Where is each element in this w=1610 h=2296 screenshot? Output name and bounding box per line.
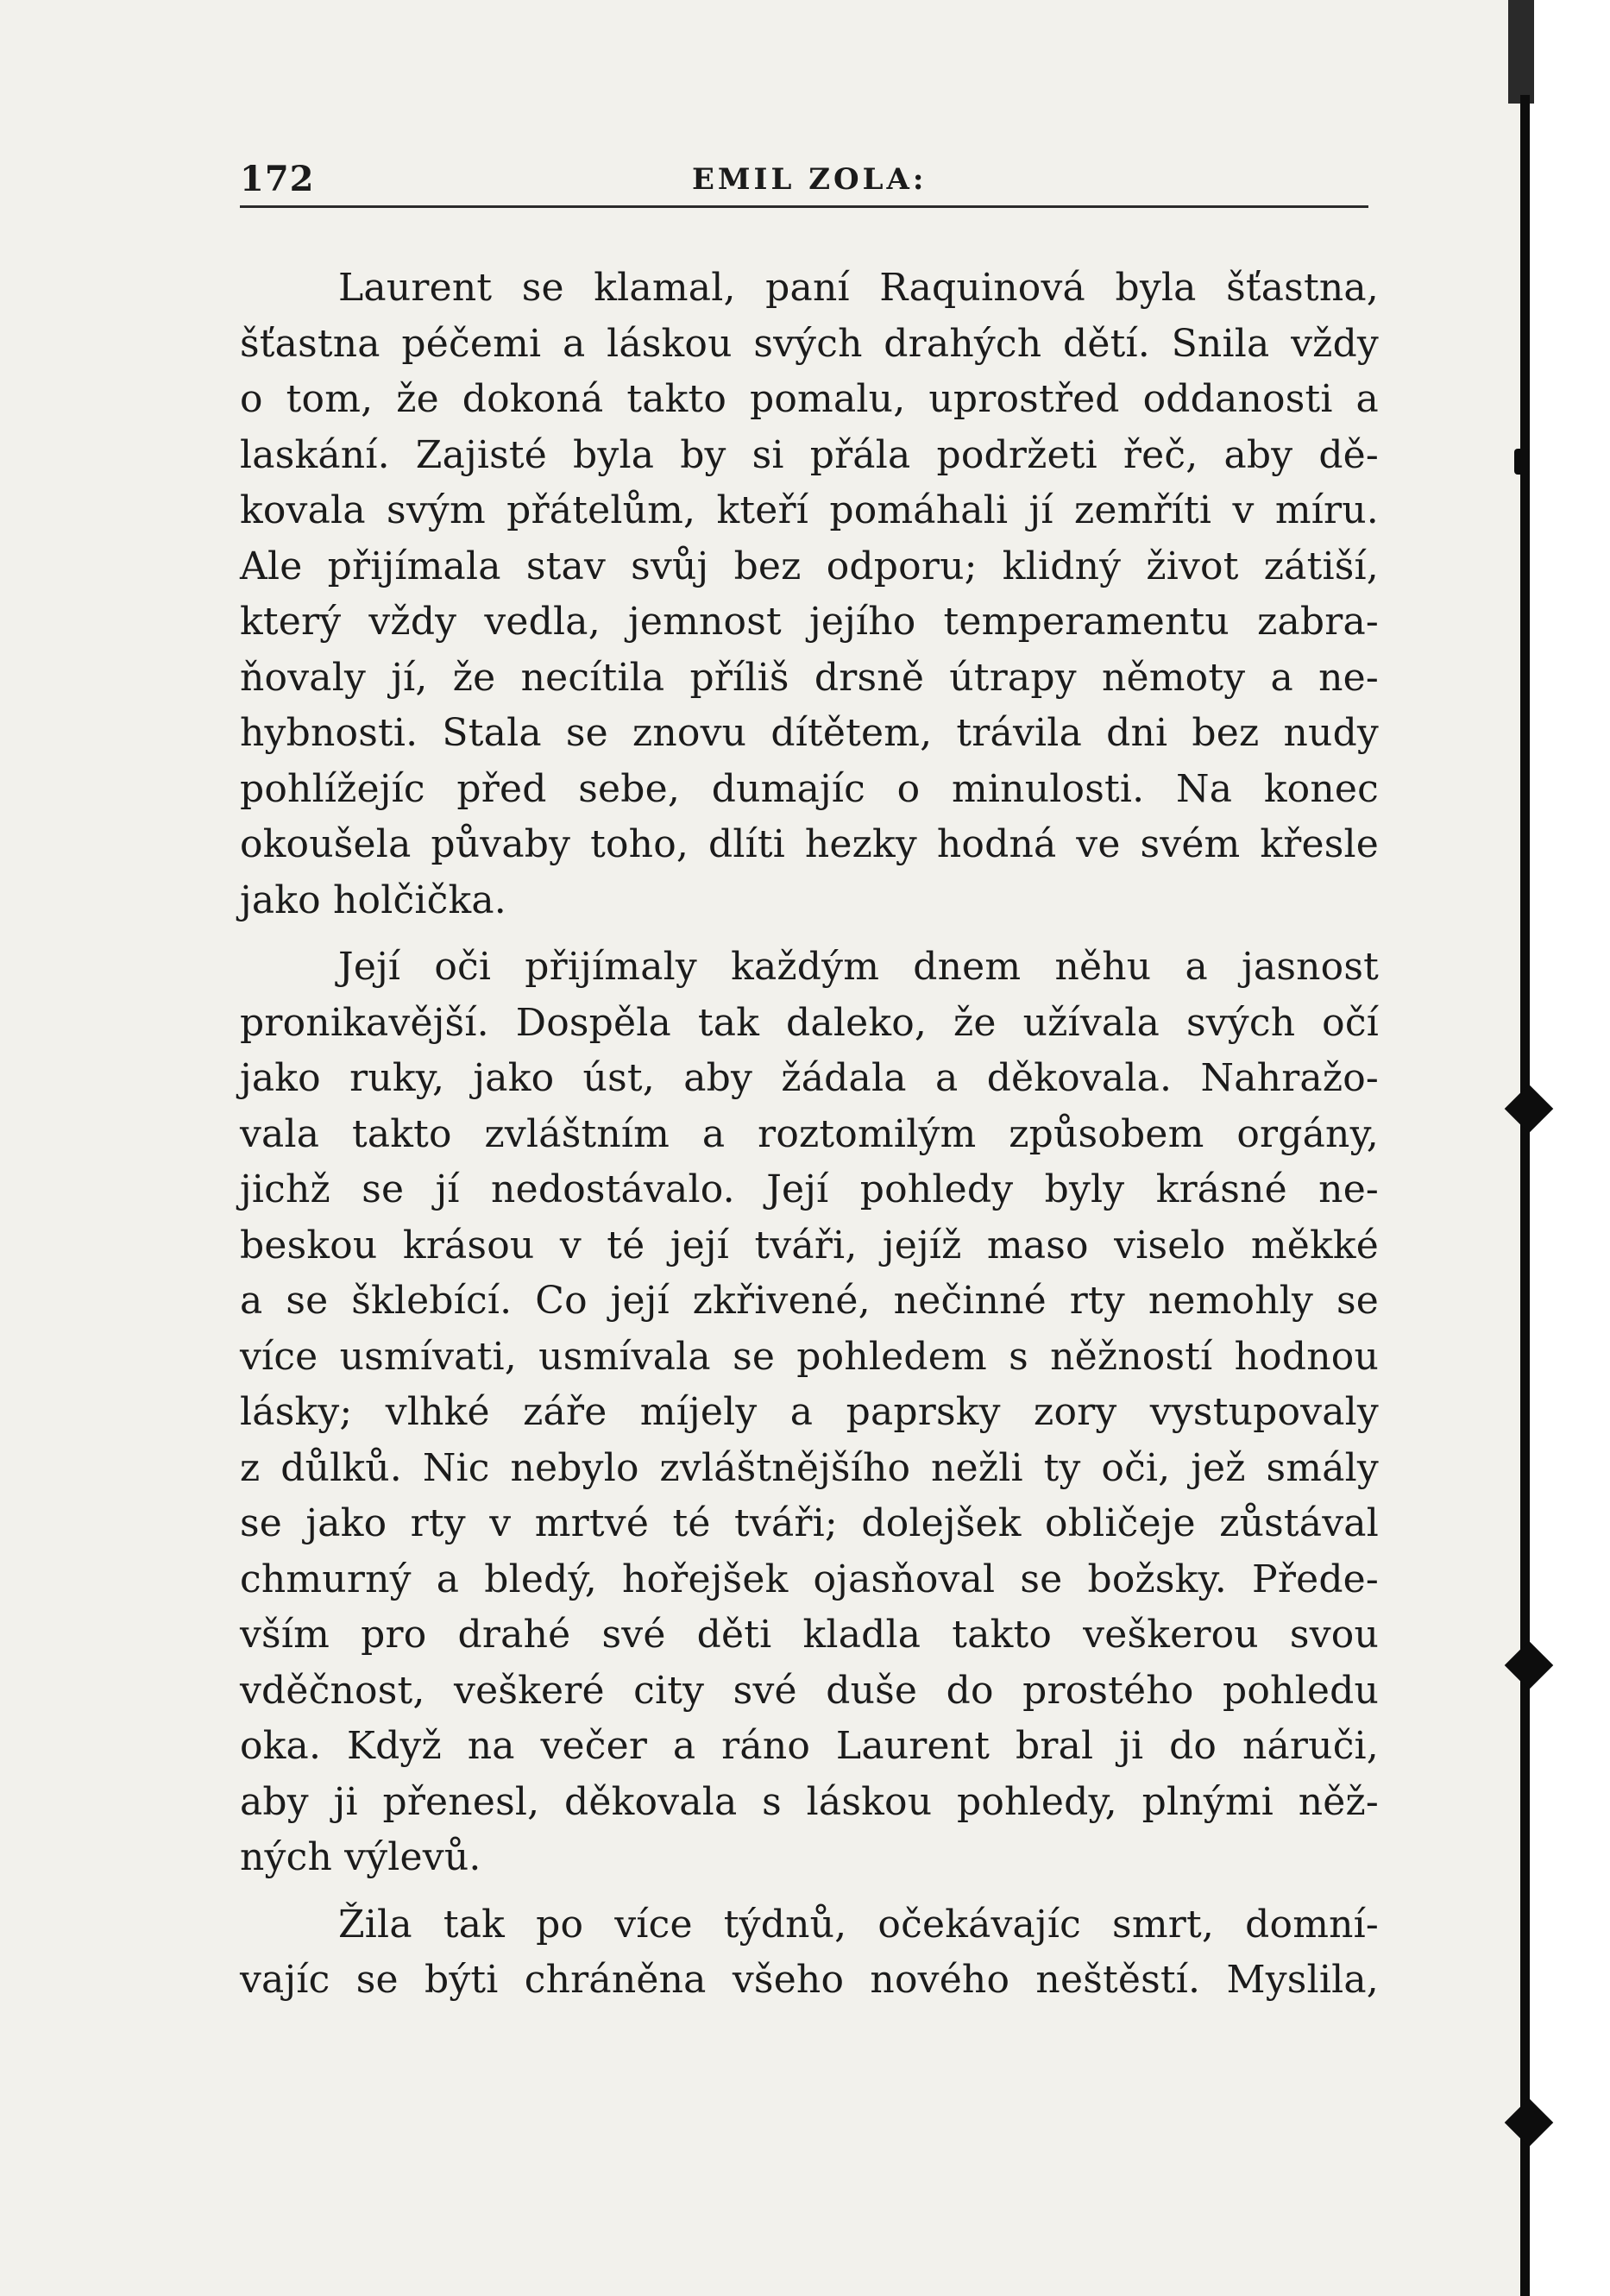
binding-mark <box>1514 449 1530 475</box>
text-line: který vždy vedla, jemnost jejího temperamentu zabra- <box>240 600 1379 644</box>
body-text <box>240 261 1379 2009</box>
running-title: EMIL ZOLA: <box>692 162 928 197</box>
text-line: šťastna péčemi a láskou svých drahých dětí. Snila vždy <box>240 321 1379 366</box>
text-line: vajíc se býti chráněna všeho nového neštěstí. Myslila, <box>240 1958 1379 2002</box>
running-header <box>240 155 1368 208</box>
paragraph-gap <box>240 1886 1379 1897</box>
text-line: a se šklebící. Co její zkřivené, nečinné rty nemohly se <box>240 1279 1379 1323</box>
text-line: ňovaly jí, že necítila příliš drsně útrapy němoty a ne- <box>240 655 1379 700</box>
paragraph <box>240 940 1379 1886</box>
paragraph-gap <box>240 928 1379 940</box>
text-line: Laurent se klamal, paní Raquinová byla šťastna, <box>338 266 1379 310</box>
text-line: se jako rty v mrtvé té tváři; dolejšek obličeje zůstával <box>240 1501 1379 1545</box>
text-line: vším pro drahé své děti kladla takto veškerou svou <box>240 1613 1379 1657</box>
page-binding-margin <box>1520 0 1610 2296</box>
text-line: pronikavější. Dospěla tak daleko, že užívala svých očí <box>240 1000 1379 1045</box>
text-line: více usmívati, usmívala se pohledem s něžností hodnou <box>240 1334 1379 1379</box>
text-line: beskou krásou v té její tváři, jejíž maso viselo měkké <box>240 1223 1379 1268</box>
text-line: Ale přijímala stav svůj bez odporu; klidný život zátiší, <box>240 544 1379 588</box>
text-line: chmurný a bledý, hořejšek ojasňoval se božsky. Přede- <box>240 1557 1379 1601</box>
binding-edge-line <box>1520 95 1530 2296</box>
text-line: vděčnost, veškeré city své duše do prostého pohledu <box>240 1668 1379 1713</box>
text-line: kovala svým přátelům, kteří pomáhali jí zemříti v míru. <box>240 488 1379 532</box>
text-line: jako holčička. <box>240 878 506 922</box>
text-line: vala takto zvláštním a roztomilým způsobem orgány, <box>240 1111 1379 1156</box>
text-line: jako ruky, jako úst, aby žádala a děkovala. Nahražo- <box>240 1056 1379 1100</box>
paragraph <box>240 261 1379 928</box>
text-line: ných výlevů. <box>240 1835 481 1879</box>
text-line: okoušela půvaby toho, dlíti hezky hodná ve svém křesle <box>240 822 1379 866</box>
text-line: jichž se jí nedostávalo. Její pohledy byly krásné ne- <box>240 1167 1379 1211</box>
text-line: aby ji přenesl, děkovala s láskou pohledy, plnými něž- <box>240 1779 1379 1824</box>
binding-shadow <box>1508 0 1534 104</box>
paragraph <box>240 1897 1379 2009</box>
text-line: z důlků. Nic nebylo zvláštnějšího nežli ty oči, jež smály <box>240 1445 1379 1490</box>
text-line: o tom, že dokoná takto pomalu, uprostřed oddanosti a <box>240 377 1379 421</box>
text-line: hybnosti. Stala se znovu dítětem, trávila dni bez nudy <box>240 711 1379 755</box>
text-line: lásky; vlhké záře míjely a paprsky zory vystupovaly <box>240 1390 1379 1434</box>
text-line: pohlížejíc před sebe, dumajíc o minulosti. Na konec <box>240 766 1379 811</box>
text-line: Její oči přijímaly každým dnem něhu a jasnost <box>338 945 1379 989</box>
text-line: laskání. Zajisté byla by si přála podržeti řeč, aby dě- <box>240 432 1379 477</box>
text-line: oka. Když na večer a ráno Laurent bral ji do náruči, <box>240 1724 1379 1768</box>
page-number: 172 <box>240 159 315 199</box>
text-line: Žila tak po více týdnů, očekávajíc smrt, domní- <box>338 1902 1379 1947</box>
